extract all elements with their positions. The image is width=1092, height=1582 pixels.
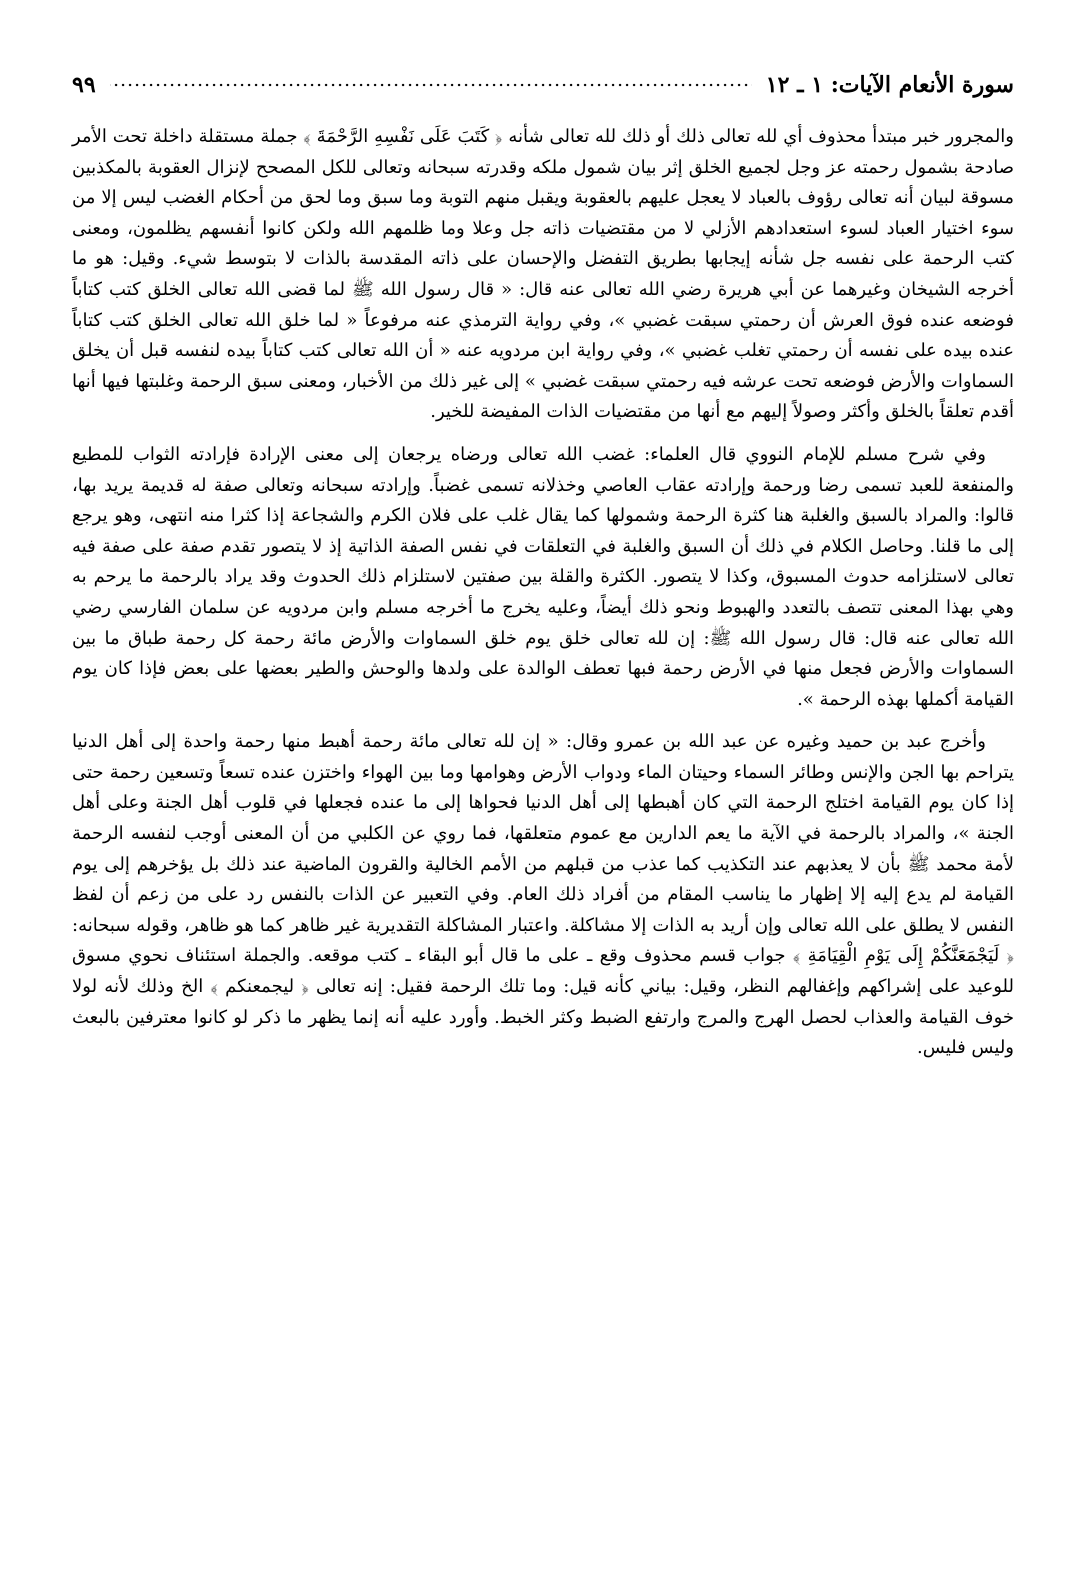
paragraph-2: وفي شرح مسلم للإمام النووي قال العلماء: غضب الله تعالى ورضاه يرجعان إلى معنى الإرادة فإرادته الثواب للمطيع والمنفعة للعبد تسمى رضا ورحمة وإرادته عقاب العاصي وخذلانه تسمى غضباً. وإرادته سبحانه وتعالى صفة له قديمة يريد بها، قالوا: والمراد بالسبق والغلبة هنا كثرة الرحمة وشمولها كما يقال غلب على فلان الكرم والشجاعة إذا كثرا منه انتهى، وهو يرجع إلى ما قلنا. وحاصل الكلام في ذلك أن السبق والغلبة في التعلقات في نفس الصفة الذاتية إذ لا يتصور تقدم صفة على صفة فيه تعالى لاستلزامه حدوث المسبوق، وكذا لا يتصور. الكثرة والقلة بين صفتين لاستلزام ذلك الحدوث وقد يراد بالرحمة ما يرحم به وهي بهذا المعنى تتصف بالتعدد والهبوط ونحو ذلك أيضاً، وعليه يخرج ما أخرجه مسلم وابن مردويه عن سلمان الفارسي رضي الله تعالى عنه قال: قال رسول الله ﷺ: إن لله تعالى خلق يوم خلق السماوات والأرض مائة رحمة كل رحمة طباق ما بين السماوات والأرض فجعل منها في الأرض رحمة فبها تعطف الوالدة على ولدها والوحش والطير بعضها على بعض فإذا كان يوم القيامة أكملها بهذه الرحمة ». xyxy=(72,443,1014,710)
surah-title: سورة الأنعام الآيات: ١ ـ ١٢ xyxy=(765,72,1014,98)
paragraph-3: وأخرج عبد بن حميد وغيره عن عبد الله بن عمرو وقال: « إن لله تعالى مائة رحمة أهبط منها رحمة واحدة إلى أهل الدنيا يتراحم بها الجن والإنس وطائر السماء وحيتان الماء ودواب الأرض وهوامها وما بين الهواء واختزن عنده تسعاً وتسعين رحمة حتى إذا كان يوم القيامة اختلج الرحمة التي كان أهبطها إلى أهل الدنيا فحواها إلى ما عنده فجعلها في قلوب أهل الجنة وعلى أهل الجنة »، والمراد بالرحمة في الآية ما يعم الدارين مع عموم متعلقها، فما روي عن الكلبي من أن المعنى أوجب لنفسه الرحمة لأمة محمد ﷺ بأن لا يعذبهم عند التكذيب كما عذب من قبلهم من الأمم الخالية والقرون الماضية عند ذلك بل يؤخرهم إلى يوم القيامة لم يدع إليه إلا إظهار ما يناسب المقام من أفراد ذلك العام. وفي التعبير عن الذات بالنفس رد على من زعم أن لفظ النفس لا يطلق على الله تعالى وإن أريد به الذات إلا مشاكلة. واعتبار المشاكلة التقديرية غير ظاهر كما هو ظاهر، وقوله سبحانه: ﴿ لَيَجْمَعَنَّكُمْ إِلَى يَوْمِ الْقِيَامَةِ ﴾ جواب قسم محذوف وقع ـ على ما قال أبو البقاء ـ كتب موقعه. والجملة استئناف نحوي مسوق للوعيد على إشراكهم وإغفالهم النظر، وقيل: بياني كأنه قيل: وما تلك الرحمة فقيل: إنه تعالى ﴿ ليجمعنكم ﴾ الخ وذلك لأنه لولا خوف القيامة والعذاب لحصل الهرج والمرج وارتفع الضبط وكثر الخبط. وأورد عليه أنه إنما يظهر ما ذكر لو كانوا معترفين بالبعث وليس فليس. xyxy=(72,731,1014,1059)
page-header xyxy=(72,62,1014,108)
page-body xyxy=(72,122,1014,1064)
paragraph-1: والمجرور خبر مبتدأ محذوف أي لله تعالى ذلك أو ذلك لله تعالى شأنه ﴿ كَتَبَ عَلَى نَفْسِهِ الرَّحْمَةَ ﴾ جملة مستقلة داخلة تحت الأمر صادحة بشمول رحمته عز وجل لجميع الخلق إثر بيان شمول ملكه وقدرته سبحانه وتعالى للكل المصحح لإنزال العقوبة بالمكذبين مسوقة لبيان أنه تعالى رؤوف بالعباد لا يعجل عليهم بالعقوبة ويقبل منهم التوبة وما سبق وما لحق من أحكام الغضب ليس إلا من سوء اختيار العباد لسوء استعدادهم الأزلي لا من مقتضيات ذاته جل وعلا وما ظلمهم الله ولكن كانوا أنفسهم يظلمون، ومعنى كتب الرحمة على نفسه جل شأنه إيجابها بطريق التفضل والإحسان على ذاته المقدسة بالذات لا بتوسط شيء. وقيل: هو ما أخرجه الشيخان وغيرهما عن أبي هريرة رضي الله تعالى عنه قال: « قال رسول الله ﷺ لما قضى الله تعالى الخلق كتب كتاباً فوضعه عنده فوق العرش أن رحمتي سبقت غضبي »، وفي رواية الترمذي عنه مرفوعاً « لما خلق الله تعالى الخلق كتب كتاباً عنده بيده على نفسه أن رحمتي تغلب غضبي »، وفي رواية ابن مردويه عنه « أن الله تعالى كتب كتاباً بيده لنفسه قبل أن يخلق السماوات والأرض فوضعه تحت عرشه فيه رحمتي سبقت غضبي » إلى غير ذلك من الأخبار، ومعنى سبق الرحمة وغلبتها فيها أنها أقدم تعلقاً بالخلق وأكثر وصولاً إليهم مع أنها من مقتضيات الذات المفيضة للخير. xyxy=(72,126,1014,423)
dotted-leader xyxy=(110,82,752,88)
page-number: ٩٩ xyxy=(72,72,96,98)
